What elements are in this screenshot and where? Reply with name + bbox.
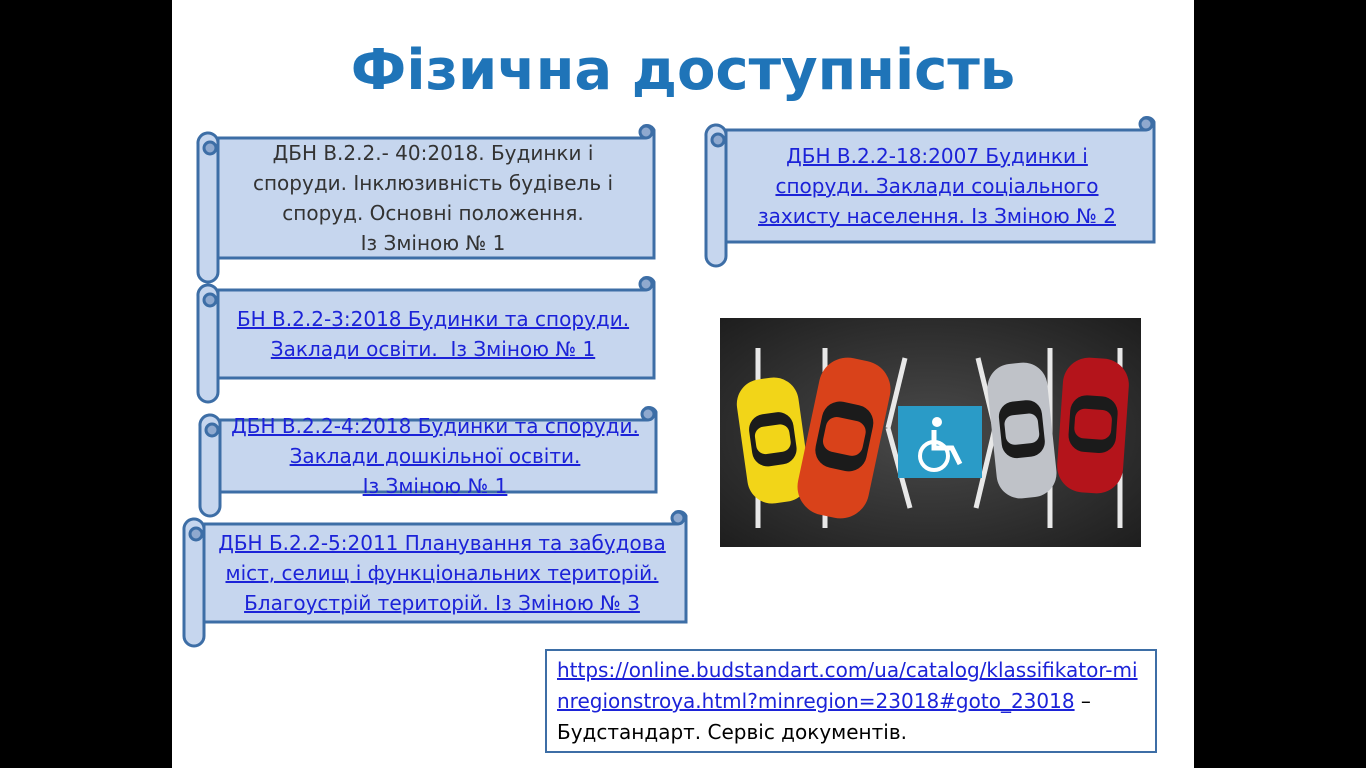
reference-dash: –: [1074, 689, 1091, 713]
scroll-line[interactable]: Заклади освіти. Із Зміною № 1: [270, 337, 596, 361]
reference-description: Будстандарт. Сервіс документів.: [557, 720, 907, 744]
scroll-text[interactable]: [224, 414, 646, 498]
scroll-line[interactable]: ДБН В.2.2-4:2018 Будинки та споруди.: [231, 414, 639, 438]
scroll-dbn-urban-planning[interactable]: [182, 504, 694, 644]
scroll-dbn-preschool[interactable]: [198, 400, 664, 514]
accessibility-sign-icon: [898, 406, 982, 478]
scroll-text: [222, 138, 644, 258]
scroll-dbn-inclusivity: [196, 118, 662, 280]
scroll-line[interactable]: ДБН В.2.2-18:2007 Будинки і: [786, 144, 1088, 168]
scroll-line: Із Зміною № 1: [360, 231, 506, 255]
parking-photo: [720, 318, 1141, 547]
scroll-line[interactable]: міст, селищ і функціональних територій.: [225, 561, 659, 585]
scroll-text[interactable]: [208, 524, 676, 622]
scroll-line[interactable]: БН В.2.2-3:2018 Будинки та споруди.: [236, 307, 630, 331]
scroll-line[interactable]: Із Зміною № 1: [362, 474, 508, 498]
scroll-line[interactable]: ДБН Б.2.2-5:2011 Планування та забудова: [218, 531, 666, 555]
red-car: [1055, 356, 1130, 495]
scroll-dbn-education[interactable]: [196, 270, 662, 400]
scroll-line[interactable]: Благоустрій територій. Із Зміною № 3: [244, 591, 640, 615]
scroll-line[interactable]: захисту населення. Із Зміною № 2: [758, 204, 1116, 228]
scroll-line: ДБН В.2.2.- 40:2018. Будинки і: [272, 141, 594, 165]
reference-box: [545, 649, 1157, 753]
slide-title: Фізична доступність: [350, 38, 1016, 103]
budstandart-link[interactable]: https://online.budstandart.com/ua/catalog/klassifikator-minregionstroya.html?minregion=23018#goto_23018: [557, 658, 1138, 713]
scroll-line: споруд. Основні положення.: [282, 201, 584, 225]
scroll-dbn-social-protection[interactable]: [704, 110, 1162, 264]
scroll-line[interactable]: Заклади дошкільної освіти.: [289, 444, 581, 468]
slide: [172, 0, 1194, 768]
scroll-text[interactable]: [222, 290, 644, 378]
parking-illustration: [720, 318, 1141, 547]
scroll-line: споруди. Інклюзивність будівель і: [252, 171, 614, 195]
scroll-text[interactable]: [730, 130, 1144, 242]
scroll-line[interactable]: споруди. Заклади соціального: [775, 174, 1099, 198]
